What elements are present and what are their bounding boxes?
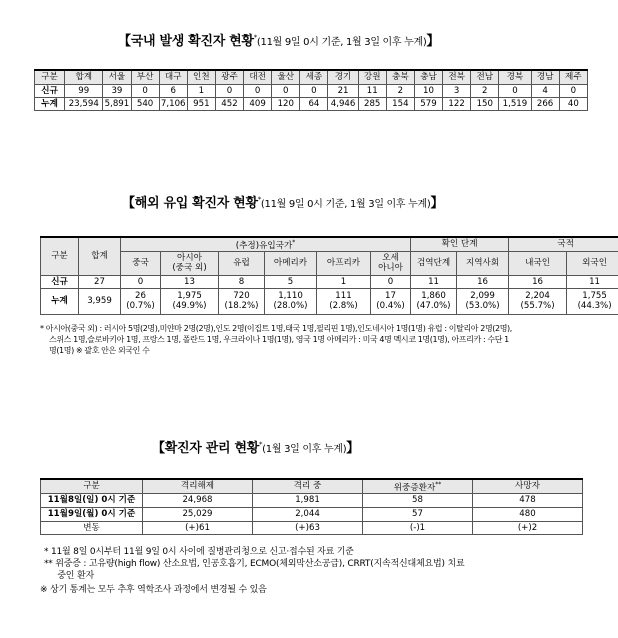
overseas-new-cell: 16 [457, 275, 509, 288]
management-title-sub: (1월 3일 이후 누계) [262, 444, 347, 455]
overseas-h-quarantine: 검역단계 [411, 251, 457, 275]
overseas-cum-label: 누계 [41, 288, 79, 314]
overseas-h-stage: 확인 단계 [411, 237, 509, 251]
overseas-cum-cell [317, 288, 371, 314]
overseas-cum-value: 1,860 [421, 291, 446, 302]
domestic-cell: 154 [386, 97, 414, 110]
overseas-h-region-label: (추정)유입국가 [235, 240, 293, 251]
overseas-cum-value: 2,099 [470, 291, 495, 302]
domestic-header-cell: 제주 [559, 70, 587, 84]
overseas-cum-cell [411, 288, 457, 314]
domestic-header-cell: 전북 [443, 70, 471, 84]
domestic-header-cell: 강원 [358, 70, 386, 84]
management-table [40, 478, 583, 535]
domestic-header-cell: 서울 [103, 70, 131, 84]
overseas-cum-value: 1,975 [177, 291, 202, 302]
management-cell: 478 [473, 493, 583, 507]
domestic-cell: 11 [358, 84, 386, 97]
domestic-cell: 0 [215, 84, 243, 97]
domestic-cell: 64 [300, 97, 328, 110]
domestic-cell: 99 [65, 84, 103, 97]
overseas-footnote-line: * 아시아(중국 외) : 러시아 5명(2명),미얀마 2명(2명),인도 2명(이집트 1명,태국 1명,필리핀 1명),인도네시아 1명(1명) 유럽 : 이탈리아 2명(2명), [40, 324, 512, 333]
overseas-h-region-star: * [292, 239, 296, 246]
overseas-new-cell: 0 [371, 275, 411, 288]
overseas-cum-percent: (18.2%) [224, 301, 259, 312]
domestic-cell: 40 [559, 97, 587, 110]
overseas-cum-percent: (55.7%) [520, 301, 555, 312]
overseas-new-cell: 0 [121, 275, 161, 288]
management-title-main: 【확진자 관리 현황 [152, 441, 259, 456]
overseas-h-region [121, 237, 411, 251]
domestic-cell: 21 [328, 84, 358, 97]
overseas-h-asia-l1: 아시아 [177, 253, 202, 264]
management-row [41, 507, 583, 521]
domestic-cell: 0 [559, 84, 587, 97]
domestic-title-end: 】 [426, 34, 440, 49]
overseas-new-cell: 13 [161, 275, 219, 288]
management-cell: 58 [363, 493, 473, 507]
management-row [41, 493, 583, 507]
overseas-row-cumulative [41, 288, 618, 314]
domestic-header-cell: 합계 [65, 70, 103, 84]
management-header-row [41, 479, 583, 493]
domestic-cell: 6 [159, 84, 187, 97]
domestic-cell: 0 [499, 84, 531, 97]
overseas-new-cell: 1 [317, 275, 371, 288]
domestic-header-cell: 경북 [499, 70, 531, 84]
domestic-header-cell: 광주 [215, 70, 243, 84]
domestic-header-cell: 울산 [272, 70, 300, 84]
overseas-cum-percent: (44.3%) [577, 301, 612, 312]
management-cell: 57 [363, 507, 473, 521]
management-cell: (+)61 [143, 521, 253, 534]
domestic-table [34, 69, 588, 111]
domestic-cell: 4,946 [328, 97, 358, 110]
overseas-new-label: 신규 [41, 275, 79, 288]
domestic-title-sub: (11월 9일 0시 기준, 1월 3일 이후 누계) [256, 37, 427, 48]
overseas-h-korean: 내국인 [509, 251, 567, 275]
management-title-star: * [258, 440, 263, 449]
management-h-group: 구분 [41, 479, 143, 493]
management-title [152, 437, 359, 456]
overseas-cum-value: 111 [335, 291, 352, 302]
management-footnote-line: 중인 환자 [44, 571, 94, 581]
domestic-row-label: 신규 [35, 84, 65, 97]
overseas-footnote-line: 스위스 1명,슬로바키아 1명, 프랑스 1명, 폴란드 1명, 우크라이나 1명(1명), 영국 1명 아메리카 : 미국 4명 멕시코 1명(1명), 아프리카 : 수단 1 [49, 335, 509, 344]
overseas-new-cell: 5 [265, 275, 317, 288]
overseas-cum-cell [265, 288, 317, 314]
domestic-header-cell: 인천 [187, 70, 215, 84]
overseas-h-asia-l2: (중국 외) [172, 263, 207, 274]
overseas-cum-percent: (53.0%) [465, 301, 500, 312]
overseas-cum-percent: (0.4%) [376, 301, 405, 312]
domestic-cell: 120 [272, 97, 300, 110]
domestic-row-new [35, 84, 588, 97]
overseas-new-cell: 8 [219, 275, 265, 288]
domestic-title-main: 【국내 발생 확진자 현황 [118, 34, 254, 49]
management-h-critical [363, 479, 473, 493]
management-h-isolated: 격리 중 [253, 479, 363, 493]
domestic-cell: 23,594 [65, 97, 103, 110]
domestic-header-cell: 부산 [131, 70, 159, 84]
domestic-header-row [35, 70, 588, 84]
domestic-cell: 0 [131, 84, 159, 97]
overseas-cum-cell [509, 288, 567, 314]
overseas-h-total: 합계 [79, 237, 121, 275]
overseas-new-cell: 11 [567, 275, 618, 288]
overseas-h-asia [161, 251, 219, 275]
domestic-row-cumulative [35, 97, 588, 110]
management-row-change [41, 521, 583, 534]
domestic-cell: 0 [244, 84, 272, 97]
management-cell: 24,968 [143, 493, 253, 507]
overseas-title-sub: (11월 9일 0시 기준, 1월 3일 이후 누계) [260, 199, 431, 210]
overseas-h-oceania-l1: 오세 [382, 253, 399, 264]
overseas-h-europe: 유럽 [219, 251, 265, 275]
overseas-cum-cell [219, 288, 265, 314]
overseas-cum-value: 17 [385, 291, 396, 302]
domestic-header-cell: 구분 [35, 70, 65, 84]
overseas-cum-percent: (49.9%) [172, 301, 207, 312]
overseas-h-group: 구분 [41, 237, 79, 275]
overseas-cum-cell [371, 288, 411, 314]
overseas-h-nation: 국적 [509, 237, 618, 251]
overseas-h-china: 중국 [121, 251, 161, 275]
overseas-cum-value: 1,755 [582, 291, 607, 302]
domestic-cell: 0 [272, 84, 300, 97]
overseas-table [40, 236, 618, 315]
overseas-h-oceania [371, 251, 411, 275]
overseas-cum-percent: (0.7%) [126, 301, 155, 312]
management-title-end: 】 [346, 441, 359, 456]
overseas-cum-value: 26 [135, 291, 146, 302]
overseas-cum-percent: (2.8%) [329, 301, 358, 312]
domestic-cell: 540 [131, 97, 159, 110]
management-cell: (+)2 [473, 521, 583, 534]
overseas-cum-value: 720 [233, 291, 250, 302]
domestic-cell: 39 [103, 84, 131, 97]
domestic-cell: 122 [443, 97, 471, 110]
management-footnote [40, 546, 465, 596]
domestic-cell: 0 [300, 84, 328, 97]
overseas-h-foreigner: 외국인 [567, 251, 618, 275]
domestic-cell: 1,519 [499, 97, 531, 110]
domestic-cell: 10 [414, 84, 442, 97]
domestic-cell: 2 [386, 84, 414, 97]
management-h-deaths: 사망자 [473, 479, 583, 493]
overseas-new-cell: 27 [79, 275, 121, 288]
management-row-label: 11월8일(일) 0시 기준 [41, 493, 143, 507]
overseas-cum-total: 3,959 [79, 288, 121, 314]
domestic-cell: 409 [244, 97, 272, 110]
domestic-header-cell: 세종 [300, 70, 328, 84]
overseas-cum-percent: (47.0%) [416, 301, 451, 312]
overseas-row-new [41, 275, 618, 288]
overseas-cum-cell [161, 288, 219, 314]
overseas-cum-value: 1,110 [278, 291, 303, 302]
domestic-cell: 579 [414, 97, 442, 110]
management-footnote-line: * 11월 8일 0시부터 11월 9일 0시 사이에 질병관리청으로 신고·접수된 자료 기준 [44, 547, 354, 557]
overseas-footnote-line: 명(1명) ※ 괄호 안은 외국인 수 [49, 346, 150, 355]
overseas-new-cell: 11 [411, 275, 457, 288]
overseas-cum-cell [121, 288, 161, 314]
management-row-label: 변동 [41, 521, 143, 534]
domestic-cell: 4 [531, 84, 559, 97]
overseas-new-cell: 16 [509, 275, 567, 288]
domestic-cell: 266 [531, 97, 559, 110]
domestic-header-cell: 대전 [244, 70, 272, 84]
management-h-critical-star: ** [435, 481, 442, 488]
management-cell: 1,981 [253, 493, 363, 507]
domestic-cell: 2 [471, 84, 499, 97]
domestic-title [118, 30, 439, 49]
overseas-h-community: 지역사회 [457, 251, 509, 275]
domestic-cell: 7,106 [160, 98, 186, 109]
domestic-cell: 285 [358, 97, 386, 110]
management-cell: (+)63 [253, 521, 363, 534]
overseas-h-america: 아메리카 [265, 251, 317, 275]
domestic-header-cell: 충북 [386, 70, 414, 84]
domestic-cell: 3 [443, 84, 471, 97]
management-cell: 480 [473, 507, 583, 521]
management-row-label: 11월9일(월) 0시 기준 [41, 507, 143, 521]
overseas-footnote [40, 323, 512, 356]
domestic-header-cell: 충남 [414, 70, 442, 84]
domestic-header-cell: 대구 [159, 70, 187, 84]
overseas-h-oceania-l2: 아니아 [378, 263, 403, 274]
domestic-cell: 150 [471, 97, 499, 110]
overseas-title-main: 【해외 유입 확진자 현황 [122, 196, 258, 211]
overseas-cum-value: 2,204 [525, 291, 550, 302]
domestic-title-star: * [253, 33, 257, 42]
management-h-released: 격리해제 [143, 479, 253, 493]
management-cell: 25,029 [143, 507, 253, 521]
overseas-h-africa: 아프리카 [317, 251, 371, 275]
domestic-cell: 452 [215, 97, 243, 110]
overseas-cum-cell [457, 288, 509, 314]
domestic-row-label: 누계 [35, 97, 65, 110]
overseas-cum-percent: (28.0%) [273, 301, 308, 312]
management-cell: 2,044 [253, 507, 363, 521]
overseas-title-end: 】 [430, 196, 444, 211]
domestic-cell: 5,891 [104, 98, 130, 109]
management-footnote-line: ※ 상기 통계는 모두 추후 역학조사 과정에서 변경될 수 있음 [40, 585, 267, 595]
overseas-title [122, 192, 443, 211]
management-footnote-line: ** 위중증 : 고유량(high flow) 산소요법, 인공호흡기, ECMO(체외막산소공급), CRRT(지속적신대체요법) 치료 [44, 559, 465, 569]
domestic-header-cell: 전남 [471, 70, 499, 84]
management-cell: (-)1 [363, 521, 473, 534]
domestic-header-cell: 경기 [328, 70, 358, 84]
overseas-title-star: * [257, 195, 261, 204]
domestic-header-cell: 경남 [531, 70, 559, 84]
overseas-cum-cell [567, 288, 618, 314]
domestic-cell: 1 [187, 84, 215, 97]
management-h-critical-label: 위중증환자 [393, 482, 436, 493]
domestic-cell: 951 [187, 97, 215, 110]
